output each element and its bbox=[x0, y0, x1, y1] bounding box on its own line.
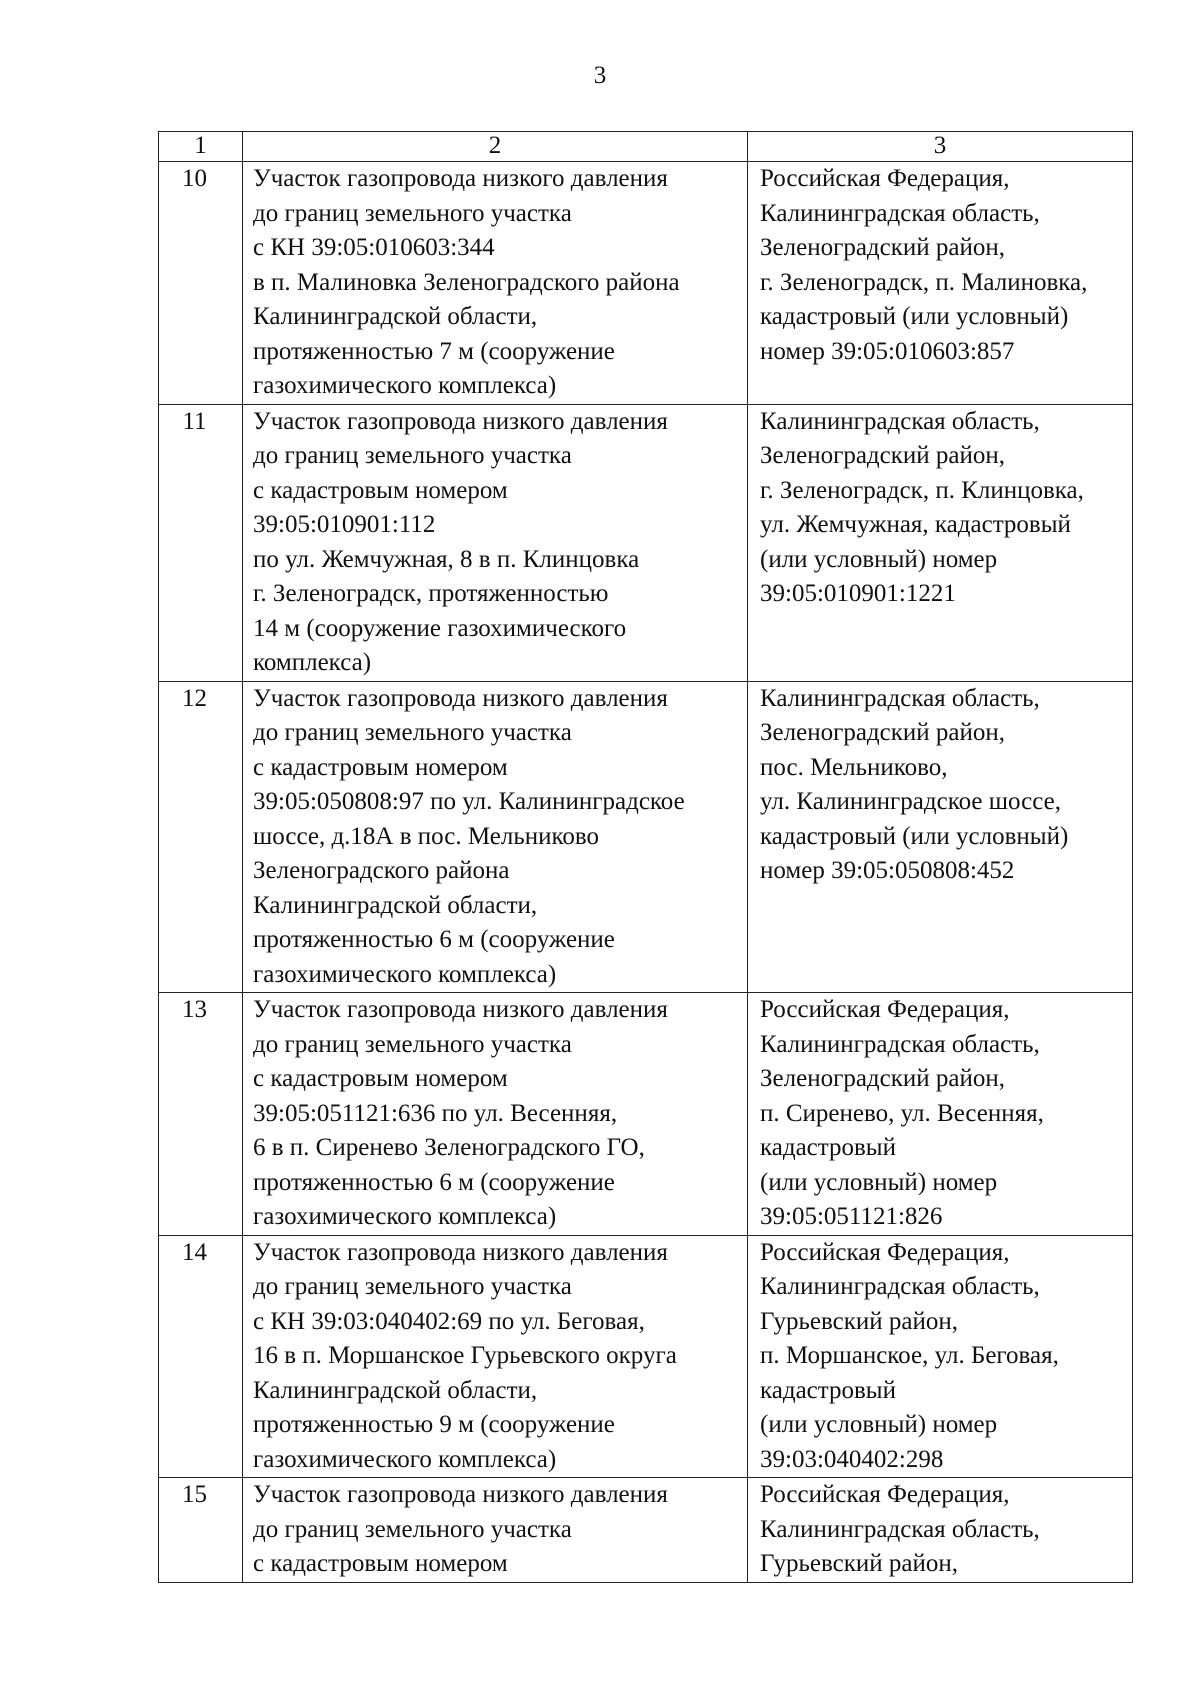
object-description-line: до границ земельного участка bbox=[253, 1273, 572, 1300]
object-description-line: газохимического комплекса) bbox=[253, 1203, 557, 1230]
table-row bbox=[159, 1235, 1133, 1478]
object-description-line: протяженностью 9 м (сооружение bbox=[253, 1411, 615, 1438]
location-address-line: Калининградская область, bbox=[760, 1273, 1040, 1300]
object-description-line: шоссе, д.18А в пос. Мельниково bbox=[253, 822, 600, 850]
location-address-line: Зеленоградский район, bbox=[760, 234, 1005, 261]
object-description-line: 39:05:051121:636 по ул. Весенняя, bbox=[253, 1099, 618, 1127]
object-description-line: Калининградской области, bbox=[253, 891, 538, 919]
location-address-line: Гурьевский район, bbox=[760, 1550, 959, 1577]
page-number: 3 bbox=[593, 62, 607, 89]
object-description-line: протяженностью 6 м (сооружение bbox=[253, 926, 615, 953]
location-address-line: г. Зеленоградск, п. Клинцовка, bbox=[760, 476, 1084, 504]
object-description-line: комплекса) bbox=[253, 649, 372, 676]
object-description-line: Участок газопровода низкого давления bbox=[253, 165, 668, 192]
object-description-line: Участок газопровода низкого давления bbox=[253, 684, 668, 712]
location-address-line: (или условный) номер bbox=[760, 545, 998, 573]
row-number: 10 bbox=[159, 162, 243, 405]
object-description-line: протяженностью 6 м (сооружение bbox=[253, 1168, 615, 1196]
object-description-line: Участок газопровода низкого давления bbox=[253, 407, 668, 435]
location-address-cell bbox=[748, 681, 1133, 993]
object-description-line: 6 в п. Сиренево Зеленоградского ГО, bbox=[253, 1134, 645, 1161]
location-address-line: Калининградская область, bbox=[760, 407, 1040, 435]
location-address-line: Зеленоградский район, bbox=[760, 442, 1005, 469]
table-row bbox=[159, 993, 1133, 1236]
location-address-line: 39:05:051121:826 bbox=[760, 1203, 943, 1230]
row-number: 12 bbox=[159, 681, 243, 993]
object-description-line: 14 м (сооружение газохимического bbox=[253, 614, 627, 642]
object-description-line: 16 в п. Моршанское Гурьевского округа bbox=[253, 1342, 677, 1369]
object-description-line: до границ земельного участка bbox=[253, 719, 572, 746]
table-row bbox=[159, 1478, 1133, 1583]
location-address-line: Российская Федерация, bbox=[760, 165, 1010, 192]
object-description-line: Калининградской области, bbox=[253, 1376, 538, 1404]
object-description-line: с кадастровым номером bbox=[253, 1550, 508, 1577]
location-address-line: Российская Федерация, bbox=[760, 1481, 1010, 1508]
location-address-line: номер 39:05:010603:857 bbox=[760, 337, 1015, 365]
table-row bbox=[159, 404, 1133, 681]
object-description-line: протяженностью 7 м (сооружение bbox=[253, 337, 615, 365]
location-address-line: п. Моршанское, ул. Беговая, bbox=[760, 1342, 1059, 1369]
location-address-cell bbox=[748, 993, 1133, 1236]
column-header-number: 1 bbox=[159, 132, 243, 162]
row-number: 11 bbox=[159, 404, 243, 681]
row-number: 15 bbox=[159, 1478, 243, 1583]
object-description-line: 39:05:010901:112 bbox=[253, 511, 436, 538]
location-address-line: Зеленоградский район, bbox=[760, 719, 1005, 746]
object-description-line: с кадастровым номером bbox=[253, 476, 508, 504]
location-address-line: пос. Мельниково, bbox=[760, 753, 948, 781]
location-address-line: ул. Калининградское шоссе, bbox=[760, 788, 1061, 815]
location-address-line: Зеленоградский район, bbox=[760, 1065, 1005, 1092]
object-description-line: газохимического комплекса) bbox=[253, 1445, 557, 1473]
location-address-line: Гурьевский район, bbox=[760, 1307, 959, 1335]
object-description-cell bbox=[243, 1235, 748, 1478]
object-description-line: 39:05:050808:97 по ул. Калининградское bbox=[253, 788, 685, 815]
table-header-row bbox=[159, 132, 1133, 162]
location-address-line: Калининградская область, bbox=[760, 1030, 1040, 1058]
location-address-line: (или условный) номер bbox=[760, 1168, 998, 1196]
table-body bbox=[159, 162, 1133, 1583]
object-description-cell bbox=[243, 993, 748, 1236]
object-description-line: с КН 39:05:010603:344 bbox=[253, 234, 495, 261]
location-address-line: Российская Федерация, bbox=[760, 1238, 1010, 1266]
location-address-line: 39:03:040402:298 bbox=[760, 1445, 944, 1473]
object-description-line: с кадастровым номером bbox=[253, 1065, 508, 1092]
location-address-line: ул. Жемчужная, кадастровый bbox=[760, 511, 1071, 538]
location-address-line: Калининградская область, bbox=[760, 1515, 1040, 1543]
object-description-line: Калининградской области, bbox=[253, 303, 538, 330]
row-number: 14 bbox=[159, 1235, 243, 1478]
location-address-line: кадастровый bbox=[760, 1134, 896, 1161]
object-description-line: до границ земельного участка bbox=[253, 442, 572, 469]
column-header-address: 3 bbox=[748, 132, 1133, 162]
object-description-line: газохимического комплекса) bbox=[253, 960, 557, 988]
location-address-cell bbox=[748, 404, 1133, 681]
column-header-description: 2 bbox=[243, 132, 748, 162]
object-description-line: г. Зеленоградск, протяженностью bbox=[253, 580, 609, 607]
object-description-cell bbox=[243, 681, 748, 993]
object-description-line: Зеленоградского района bbox=[253, 857, 510, 884]
location-address-line: Российская Федерация, bbox=[760, 996, 1010, 1023]
location-address-line: Калининградская область, bbox=[760, 684, 1040, 712]
table-row bbox=[159, 681, 1133, 993]
location-address-line: кадастровый (или условный) bbox=[760, 303, 1069, 330]
object-description-line: с кадастровым номером bbox=[253, 753, 508, 781]
row-number: 13 bbox=[159, 993, 243, 1236]
location-address-cell bbox=[748, 162, 1133, 405]
location-address-line: п. Сиренево, ул. Весенняя, bbox=[760, 1099, 1044, 1127]
object-description-cell bbox=[243, 162, 748, 405]
location-address-line: Калининградская область, bbox=[760, 199, 1040, 227]
location-address-line: номер 39:05:050808:452 bbox=[760, 857, 1015, 884]
object-description-line: Участок газопровода низкого давления bbox=[253, 1481, 668, 1508]
table-row bbox=[159, 162, 1133, 405]
object-description-line: Участок газопровода низкого давления bbox=[253, 1238, 668, 1266]
location-address-cell bbox=[748, 1235, 1133, 1478]
object-description-line: до границ земельного участка bbox=[253, 199, 572, 227]
location-address-line: кадастровый (или условный) bbox=[760, 822, 1069, 850]
location-address-line: (или условный) номер bbox=[760, 1411, 998, 1438]
object-description-line: с КН 39:03:040402:69 по ул. Беговая, bbox=[253, 1307, 645, 1335]
object-description-line: Участок газопровода низкого давления bbox=[253, 996, 668, 1023]
location-address-line: 39:05:010901:1221 bbox=[760, 580, 956, 607]
object-description-cell bbox=[243, 1478, 748, 1583]
object-description-line: газохимического комплекса) bbox=[253, 372, 557, 399]
object-description-line: по ул. Жемчужная, 8 в п. Клинцовка bbox=[253, 545, 640, 573]
location-address-line: кадастровый bbox=[760, 1376, 896, 1404]
object-description-line: до границ земельного участка bbox=[253, 1030, 572, 1058]
object-description-cell bbox=[243, 404, 748, 681]
property-table bbox=[158, 131, 1133, 1583]
location-address-line: г. Зеленоградск, п. Малиновка, bbox=[760, 268, 1088, 296]
object-description-line: до границ земельного участка bbox=[253, 1515, 572, 1543]
location-address-cell bbox=[748, 1478, 1133, 1583]
object-description-line: в п. Малиновка Зеленоградского района bbox=[253, 268, 680, 296]
